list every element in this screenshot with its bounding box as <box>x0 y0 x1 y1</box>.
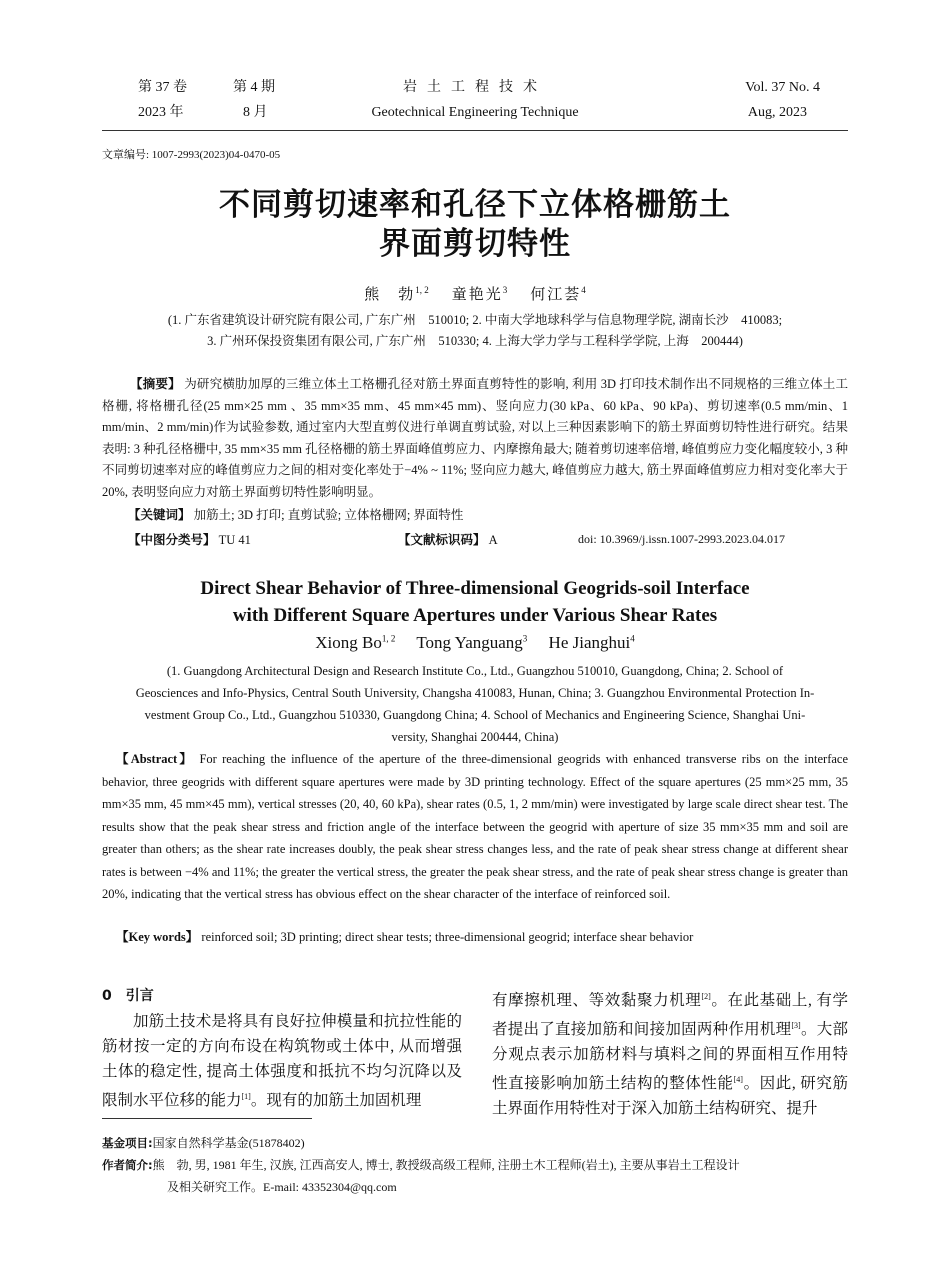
footnote-bio-continued: 及相关研究工作。E-mail: 43352304@qq.com <box>167 1180 397 1194</box>
cn-abstract-label: 【摘要】 <box>130 377 181 391</box>
citation: [3] <box>791 1021 801 1031</box>
citation: [2] <box>701 992 711 1001</box>
en-keywords <box>116 927 693 945</box>
doi: doi: 10.3969/j.issn.1007-2993.2023.04.017 <box>578 532 786 546</box>
body-text: 。因此, 研究筋土界面作用特性对于深入加筋土结构研究、提升 <box>492 1075 848 1118</box>
header-issue: 第 4 期 <box>233 80 275 95</box>
cn-clc-value: TU 41 <box>218 533 251 547</box>
cn-authors <box>0 283 950 304</box>
cn-affiliation-line: (1. 广东省建筑设计研究院有限公司, 广东广州 510010; 2. 中南大学地球科学与信息物理学院, 湖南长沙 410083; <box>167 313 783 327</box>
fund-text: 国家自然科学基金(51878402) <box>152 1136 305 1150</box>
article-number: 文章编号: 1007-2993(2023)04-0470-05 <box>102 149 281 161</box>
bio-label: 作者简介: <box>102 1158 153 1172</box>
footnote-rule <box>102 1118 312 1119</box>
en-abstract-text: For reaching the influence of the aperture of the three-dimensional geogrids with enhanced transverse ribs on the interface behavior, three geogrids with different square apertures were made by 3D printing technology. Effect of the square apertures (25 mm×25 mm, 35 mm×35 mm, 45 mm×45 mm), vertical stresses (20, 40, 60 kPa), shear rates (0.5, 1, 2 mm/min) were investigated by large scale direct shear test. The results show that the peak shear stress and friction angle of the interface between the geogrid with aperture of size 35 mm×35 mm and soil are greater than others; as the shear rate increases doubly, the peak shear stress changes less, and the rate of peak shear stress change at different shear rates is between −4% and 11%; the greater the vertical stress, the greater the peak shear stress, and the rate of peak shear stress change is greater than 20%, indicating that the vertical stress has obvious effect on the shear character of the interface of reinforced soil. <box>102 752 849 901</box>
section-heading: 0 引言 <box>102 988 154 1004</box>
fund-label: 基金项目: <box>102 1136 153 1150</box>
header-vol-no-en: Vol. 37 No. 4 <box>745 80 820 95</box>
cn-title-line-1: 不同剪切速率和孔径下立体格栅筋土 <box>219 187 731 223</box>
body-text: 。大部分观点表示加筋材料与填料之间的界面相互作用特性直接影响加筋土结构的整体性能 <box>492 1021 848 1093</box>
cn-author-sup: 4 <box>581 285 586 295</box>
cn-doc-code-label: 【文献标识码】 <box>398 533 486 547</box>
header-rule <box>102 130 848 131</box>
cn-title <box>0 186 950 264</box>
cn-affiliation-line: 3. 广州环保投资集团有限公司, 广东广州 510330; 4. 上海大学力学与工程科学学院, 上海 200444) <box>207 334 743 348</box>
en-author-sup: 4 <box>630 633 635 644</box>
en-affiliation-line: (1. Guangdong Architectural Design and Research Institute Co., Ltd., Guangzhou 510010, Guangdong, China; 2. School of <box>166 664 784 678</box>
body-text: 。现有的加筋土加固机理 <box>250 1092 422 1110</box>
cn-keywords <box>128 505 463 525</box>
header-year: 2023 年 <box>138 105 184 120</box>
cn-clc <box>128 530 251 550</box>
en-affiliation-line: versity, Shanghai 200444, China) <box>391 730 559 744</box>
footnote-fund <box>102 1132 852 1154</box>
cn-affiliations <box>102 310 848 352</box>
en-title-line-1: Direct Shear Behavior of Three-dimensional Geogrids-soil Interface <box>200 578 750 599</box>
cn-abstract <box>102 374 848 503</box>
body-left-column <box>102 984 462 1113</box>
en-authors <box>0 633 950 653</box>
cn-title-line-2: 界面剪切特性 <box>379 226 571 262</box>
body-text: 有摩擦机理、等效黏聚力机理 <box>492 992 702 1010</box>
en-author-sup: 3 <box>522 633 528 644</box>
bio-text: 熊 勃, 男, 1981 年生, 汉族, 江西高安人, 博士, 教授级高级工程师, 注册土木工程师(岩土), 主要从事岩土工程设计 <box>152 1158 740 1172</box>
cn-clc-label: 【中图分类号】 <box>128 533 216 547</box>
en-keywords-label: 【Key words】 <box>116 930 199 944</box>
en-abstract <box>102 748 848 906</box>
cn-author-name: 何江荟 <box>530 287 582 303</box>
body-right-column <box>492 984 848 1121</box>
header-date-en: Aug, 2023 <box>747 105 807 120</box>
cn-abstract-text: 为研究横肋加厚的三维立体土工格栅孔径对筋土界面直剪特性的影响, 利用 3D 打印技术制作出不同规格的三维立体土工格栅, 将格栅孔径(25 mm×25 mm 、35 mm×35 mm、45 mm×45 mm)、竖向应力(30 kPa、60 kPa、90 kPa)、剪切速率(0.5 mm/min、1 mm/min、2 mm/min)作为试验参数, 通过室内大型直剪仪进行单调直剪试验, 对以上三种因素影响下的筋土界面剪切特性进行研究。结果表明: 3 种孔径格栅中, 35 mm×35 mm 孔径格栅的筋土界面峰值剪应力、内摩擦角最大; 随着剪切速率倍增, 峰值剪应力变化幅度较小, 3 种不同剪切速率对应的峰值剪应力之间的相对变化率处于−4% ~ 11%; 竖向应力越大, 峰值剪应力越大, 筋土界面峰值剪应力相对变化率大于 20%, 表明竖向应力对筋土界面剪切特性影响明显。 <box>102 377 849 499</box>
en-abstract-label: 【Abstract】 <box>116 752 195 766</box>
cn-doc-code-value: A <box>488 533 498 547</box>
cn-doc-code <box>398 530 498 548</box>
en-affiliations <box>102 660 848 748</box>
footnote-bio <box>102 1154 852 1176</box>
en-affiliation-line: Geosciences and Info-Physics, Central South University, Changsha 410083, Hunan, China; 3. Guangzhou Environmental Protection In- <box>135 686 815 700</box>
en-title-line-2: with Different Square Apertures under Various Shear Rates <box>232 605 718 626</box>
en-affiliation-line: vestment Group Co., Ltd., Guangzhou 510330, Guangdong China; 4. School of Mechanics and Engineering Science, Shanghai Uni- <box>144 708 806 722</box>
cn-author-sup: 1, 2 <box>415 285 429 295</box>
cn-author-sup: 3 <box>502 285 508 295</box>
body-text: 。在此基础上, 有学者提出了直接加筋和间接加固两种作用机理 <box>492 992 848 1039</box>
cn-author-name: 童艳光 <box>451 287 503 303</box>
cn-keywords-label: 【关键词】 <box>128 508 191 522</box>
en-author-name: He Jianghui <box>548 633 631 652</box>
body-text: 加筋土技术是将具有良好拉伸模量和抗拉性能的筋材按一定的方向布设在构筑物或土体中, 从而增强土体的稳定性, 提高土体强度和抵抗不均匀沉降以及限制水平位移的能力 <box>102 1013 462 1110</box>
header-month: 8 月 <box>243 105 268 120</box>
cn-author-name: 熊 勃 <box>364 287 416 303</box>
header-volume: 第 37 卷 <box>138 80 187 95</box>
cn-keywords-text: 加筋土; 3D 打印; 直剪试验; 立体格栅网; 界面特性 <box>193 508 464 522</box>
citation: [4] <box>733 1075 743 1085</box>
en-author-name: Tong Yanguang <box>416 633 523 652</box>
header-journal-en: Geotechnical Engineering Technique <box>371 105 579 120</box>
en-title <box>0 575 950 629</box>
en-author-name: Xiong Bo <box>315 633 382 652</box>
header-journal-cn: 岩土工程技术 <box>403 80 547 95</box>
en-author-sup: 1, 2 <box>381 633 396 644</box>
citation: [1] <box>241 1092 251 1101</box>
en-keywords-text: reinforced soil; 3D printing; direct shear tests; three-dimensional geogrid; interface shear behavior <box>201 930 694 944</box>
body-paragraph <box>102 1009 462 1113</box>
